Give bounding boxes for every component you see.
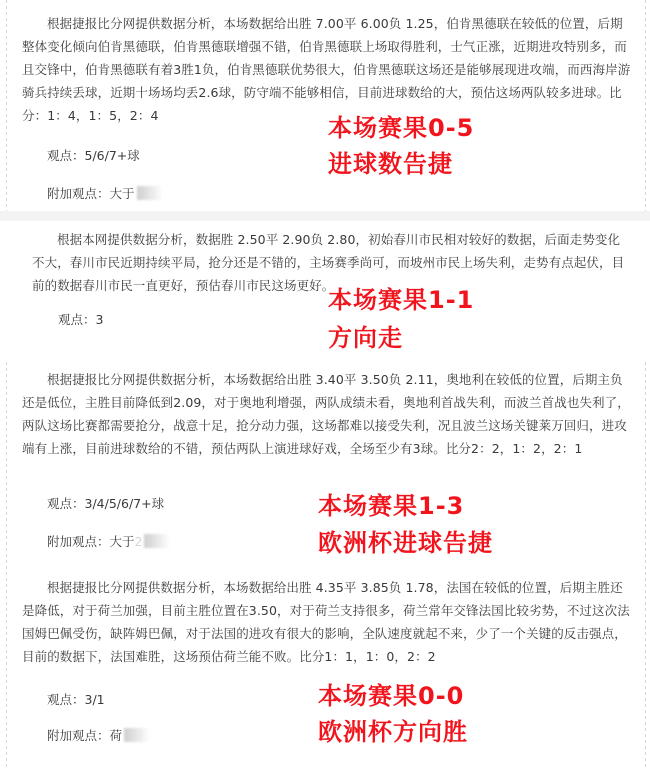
blurred-text: 2 bbox=[134, 534, 143, 549]
right-border bbox=[645, 566, 646, 768]
result-line-1: 本场赛果0-5 bbox=[328, 114, 475, 142]
opinion-label: 观点：3 bbox=[58, 312, 104, 327]
analysis-paragraph: 根据捷报比分网提供数据分析，本场数据给出胜 7.00平 6.00负 1.25，伯肯黑德联在较低的位置，后期整体变化倾向伯肯黑德联，伯肯黑德联增强不错，伯肯黑德联上场取得胜利，士气正涨，近期进攻特别多，而且交锋中，伯肯黑德联有着3胜1负，伯肯黑德联优势很大，伯肯黑德联这场还是能够展现进攻端，而西海岸游骑兵持续丢球，近期十场场均丢2.6球，防守端不能够相信，目前进球数给的大，预估这场两队较多进球。比分：1：4，1：5，2：4 bbox=[22, 16, 631, 123]
opinion-label: 观点：3/4/5/6/7+球 bbox=[47, 496, 165, 511]
analysis-paragraph: 根据捷报比分网提供数据分析，本场数据给出胜 3.40平 3.50负 2.11，奥地利在较低的位置，后期主负还是低位，主胜目前降低到2.09，对于奥地利增强，两队成绩未看，奥地利首战失利，而波兰首战也失利了，两队这场比赛都需要抢分，战意十足，抢分动力强，这场都难以接受失利，况且波兰这场关键莱万回归，进攻端有上涨，目前进球数给的不错，预估两队上演进球好戏，全场至少有3球。比分2：2，1：2，2：1 bbox=[22, 372, 630, 456]
result-line-1: 本场赛果0-0 bbox=[318, 682, 465, 710]
article-1 bbox=[0, 0, 650, 211]
extra-opinion-label: 附加观点：大于 bbox=[47, 534, 135, 549]
article-3 bbox=[0, 362, 650, 566]
result-line-1: 本场赛果1-3 bbox=[318, 492, 465, 520]
blurred-text-fade bbox=[144, 534, 170, 548]
result-line-1: 本场赛果1-1 bbox=[328, 286, 475, 314]
section-divider bbox=[0, 211, 650, 221]
result-line-2: 方向走 bbox=[328, 324, 403, 352]
left-border bbox=[6, 362, 7, 566]
analysis-paragraph: 根据本网提供数据分析，数据胜 2.50平 2.90负 2.80，初始春川市民相对较好的数据，后面走势变化不大，春川市民近期持续平局，抢分还是不错的，主场赛季尚可，而坡州市民上场失利，走势有点起伏，目前的数据春川市民一直更好，预估春川市民这场更好。 bbox=[32, 232, 625, 293]
opinion-label: 观点：5/6/7+球 bbox=[47, 148, 140, 163]
result-line-2: 欧洲杯进球告捷 bbox=[318, 529, 493, 557]
opinion-label: 观点：3/1 bbox=[47, 692, 105, 707]
extra-opinion-label: 附加观点：大于 bbox=[47, 186, 135, 201]
extra-opinion-label: 附加观点：荷 bbox=[47, 728, 123, 743]
left-border bbox=[6, 0, 7, 211]
blurred-text bbox=[124, 728, 150, 742]
left-border bbox=[6, 566, 7, 768]
analysis-paragraph: 根据捷报比分网提供数据分析，本场数据给出胜 4.35平 3.85负 1.78，法国在较低的位置，后期主胜还是降低，对于荷兰加强，目前主胜位置在3.50，对于荷兰支持很多，荷兰常年交锋法国比较劣势，不过这次法国姆巴佩受伤，缺阵姆巴佩，对于法国的进攻有很大的影响，全队速度就起不来，少了一个关键的反击强点，目前的数据下，法国难胜，这场预估荷兰能不败。比分1：1，1：0，2：2 bbox=[22, 580, 630, 664]
extra-opinion-row bbox=[47, 726, 150, 744]
result-line-2: 欧洲杯方向胜 bbox=[318, 718, 468, 746]
article-4 bbox=[0, 566, 650, 768]
right-border bbox=[645, 362, 646, 566]
result-line-2: 进球数告捷 bbox=[328, 150, 453, 178]
right-border bbox=[645, 0, 646, 211]
extra-opinion-row bbox=[47, 184, 163, 202]
article-2 bbox=[0, 222, 650, 362]
extra-opinion-row bbox=[47, 532, 170, 550]
blurred-text bbox=[137, 186, 163, 200]
